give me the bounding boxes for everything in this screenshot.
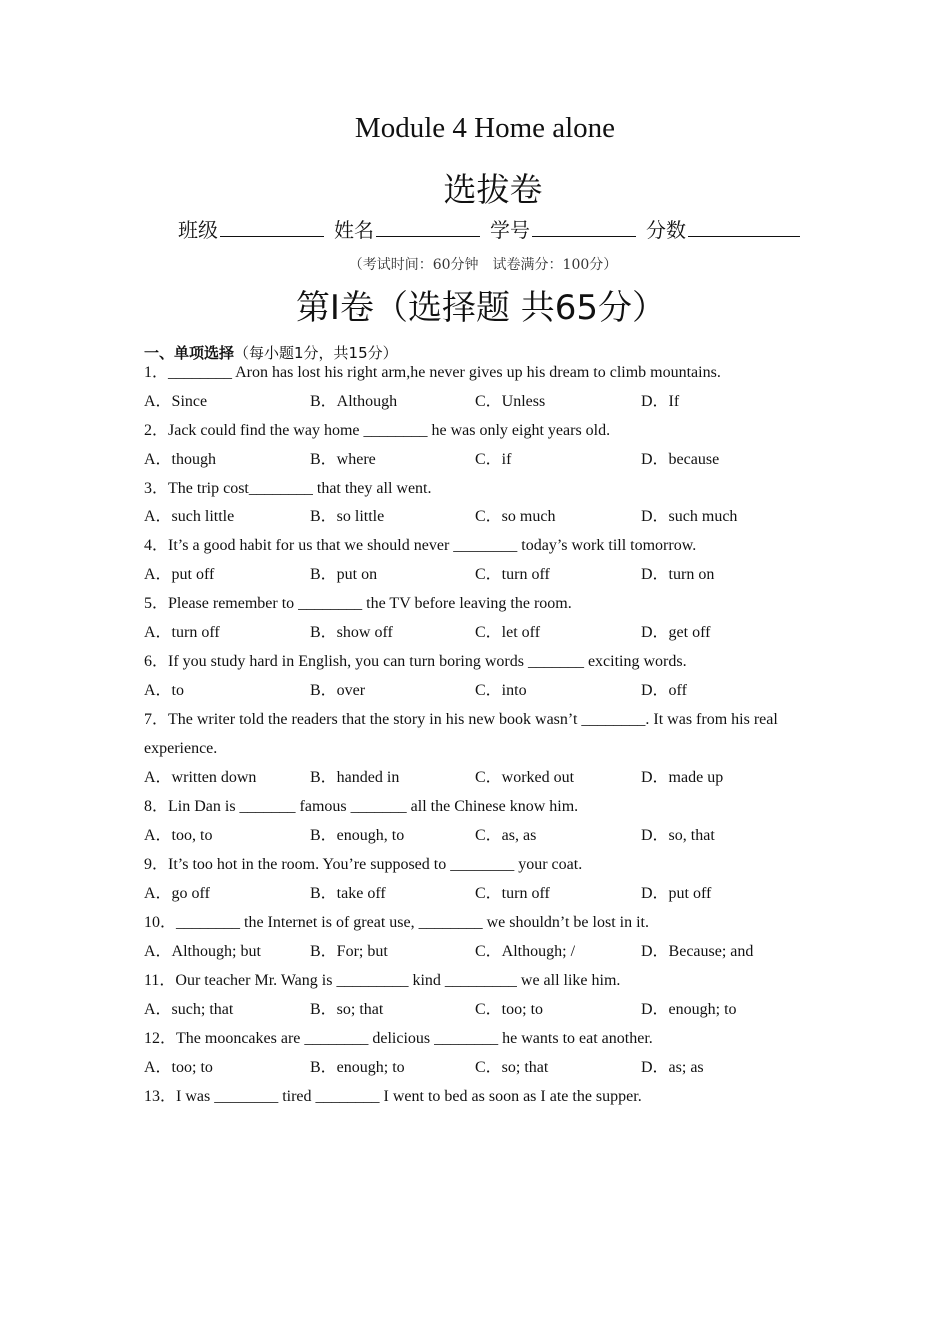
option-b[interactable]: B．put on xyxy=(310,566,378,583)
option-d[interactable]: D．such much xyxy=(641,508,738,525)
option-c[interactable]: C．too; to xyxy=(475,1001,544,1018)
option-c[interactable]: C．into xyxy=(475,682,527,699)
option-b[interactable]: B．Although xyxy=(310,393,398,410)
option-a[interactable]: A．Since xyxy=(144,393,208,410)
option-b[interactable]: B．so little xyxy=(310,508,385,525)
question-6: 6．If you study hard in English, you can turn boring words _______ exciting words. xyxy=(144,653,687,670)
option-c[interactable]: C．if xyxy=(475,451,512,468)
student-number-field xyxy=(490,214,636,243)
paper-subtitle: 选拔卷 xyxy=(443,170,543,209)
score-field xyxy=(646,214,800,243)
question-10: 10．________ the Internet is of great use, ________ we shouldn’t be lost in it. xyxy=(144,914,649,931)
option-a[interactable]: A．too, to xyxy=(144,827,213,844)
option-d[interactable]: D．get off xyxy=(641,624,711,641)
option-b[interactable]: B．over xyxy=(310,682,366,699)
question-12: 12．The mooncakes are ________ delicious ________ he wants to eat another. xyxy=(144,1030,653,1047)
option-a[interactable]: A．such; that xyxy=(144,1001,234,1018)
option-d[interactable]: D．so, that xyxy=(641,827,715,844)
question-2: 2．Jack could find the way home ________ he was only eight years old. xyxy=(144,422,611,439)
question-4: 4．It’s a good habit for us that we should never ________ today’s work till tomorrow. xyxy=(144,537,697,554)
option-c[interactable]: C．Although; / xyxy=(475,943,576,960)
option-d[interactable]: D．enough; to xyxy=(641,1001,737,1018)
option-a[interactable]: A．Although; but xyxy=(144,943,261,960)
section-title: 第Ⅰ卷（选择题 共65分） xyxy=(295,288,667,328)
name-label: 姓名 xyxy=(334,218,374,242)
option-c[interactable]: C．so much xyxy=(475,508,556,525)
option-a[interactable]: A．turn off xyxy=(144,624,220,641)
question-7: 7．The writer told the readers that the story in his new book wasn’t ________. It was from his real experience. xyxy=(144,711,778,757)
option-d[interactable]: D．Because; and xyxy=(641,943,754,960)
score-blank[interactable] xyxy=(688,218,800,237)
option-a[interactable]: A．to xyxy=(144,682,185,699)
part-heading-note: （每小题1分，共15分） xyxy=(234,344,398,362)
name-field xyxy=(334,214,480,243)
option-d[interactable]: D．turn on xyxy=(641,566,715,583)
option-c[interactable]: C．so; that xyxy=(475,1059,549,1076)
option-a[interactable]: A．put off xyxy=(144,566,215,583)
option-c[interactable]: C．turn off xyxy=(475,885,550,902)
class-field xyxy=(178,214,324,243)
question-11: 11．Our teacher Mr. Wang is _________ kind _________ we all like him. xyxy=(144,972,621,989)
question-1: 1．________ Aron has lost his right arm,he never gives up his dream to climb mountains. xyxy=(144,364,721,381)
question-5: 5．Please remember to ________ the TV before leaving the room. xyxy=(144,595,572,612)
student-info-row xyxy=(178,214,810,243)
option-b[interactable]: B．enough, to xyxy=(310,827,405,844)
option-a[interactable]: A．too; to xyxy=(144,1059,213,1076)
option-c[interactable]: C．worked out xyxy=(475,769,575,786)
question-9: 9．It’s too hot in the room. You’re supposed to ________ your coat. xyxy=(144,856,583,873)
option-a[interactable]: A．such little xyxy=(144,508,235,525)
class-label: 班级 xyxy=(178,218,218,242)
option-c[interactable]: C．let off xyxy=(475,624,541,641)
page-title: Module 4 Home alone xyxy=(354,112,616,144)
part-heading-title: 一、单项选择 xyxy=(144,344,235,362)
option-c[interactable]: C．as, as xyxy=(475,827,537,844)
question-8: 8．Lin Dan is _______ famous _______ all the Chinese know him. xyxy=(144,798,579,815)
option-a[interactable]: A．though xyxy=(144,451,217,468)
option-d[interactable]: D．made up xyxy=(641,769,724,786)
option-b[interactable]: B．enough; to xyxy=(310,1059,405,1076)
option-c[interactable]: C．Unless xyxy=(475,393,546,410)
option-b[interactable]: B．so; that xyxy=(310,1001,384,1018)
option-d[interactable]: D．off xyxy=(641,682,687,699)
exam-note: （考试时间：60分钟 试卷满分：100分） xyxy=(348,257,618,273)
option-d[interactable]: D．If xyxy=(641,393,680,410)
student-number-label: 学号 xyxy=(490,218,530,242)
class-blank[interactable] xyxy=(220,218,324,237)
option-b[interactable]: B．take off xyxy=(310,885,386,902)
option-a[interactable]: A．go off xyxy=(144,885,210,902)
option-c[interactable]: C．turn off xyxy=(475,566,550,583)
question-13: 13．I was ________ tired ________ I went to bed as soon as I ate the supper. xyxy=(144,1088,642,1105)
option-d[interactable]: D．as; as xyxy=(641,1059,704,1076)
question-3: 3．The trip cost________ that they all went. xyxy=(144,480,432,497)
option-a[interactable]: A．written down xyxy=(144,769,257,786)
option-b[interactable]: B．handed in xyxy=(310,769,400,786)
option-d[interactable]: D．because xyxy=(641,451,720,468)
student-number-blank[interactable] xyxy=(532,218,636,237)
part-heading xyxy=(144,342,398,363)
name-blank[interactable] xyxy=(376,218,480,237)
option-b[interactable]: B．show off xyxy=(310,624,393,641)
score-label: 分数 xyxy=(646,218,686,242)
option-b[interactable]: B．where xyxy=(310,451,376,468)
option-b[interactable]: B．For; but xyxy=(310,943,388,960)
option-d[interactable]: D．put off xyxy=(641,885,712,902)
